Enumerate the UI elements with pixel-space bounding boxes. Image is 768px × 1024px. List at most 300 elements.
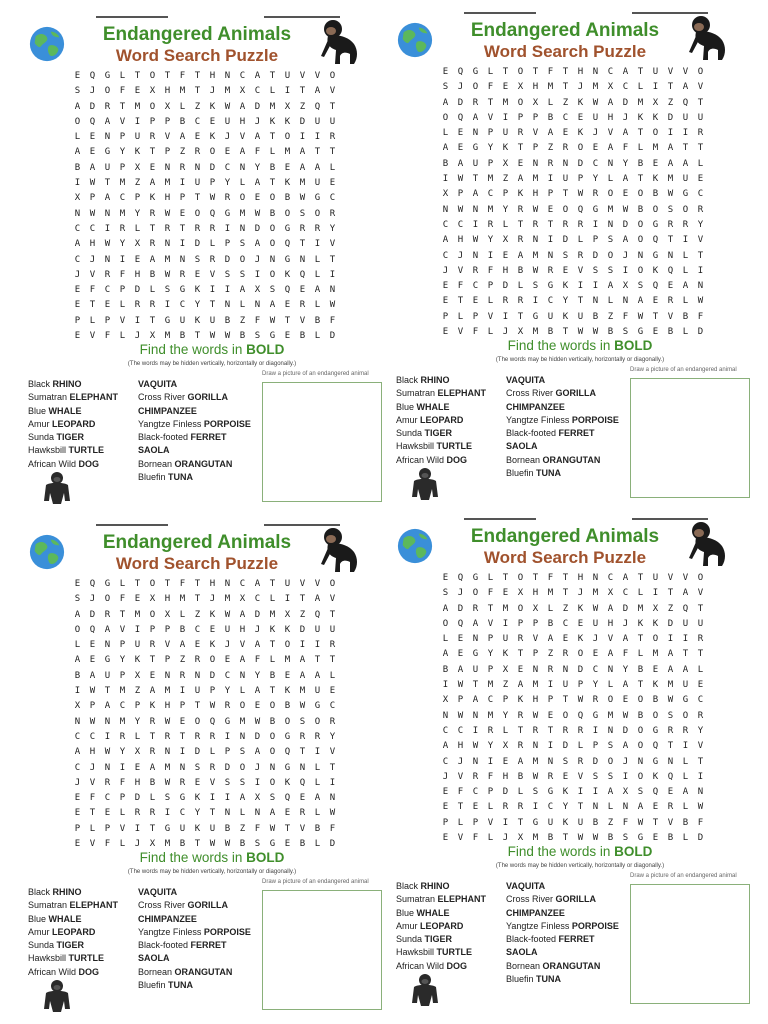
grid-letter[interactable]: I [254, 777, 261, 788]
grid-letter[interactable]: E [652, 158, 659, 169]
grid-letter[interactable]: R [577, 756, 584, 767]
grid-letter[interactable]: A [547, 128, 554, 139]
grid-letter[interactable]: W [269, 823, 276, 834]
grid-letter[interactable]: A [104, 701, 111, 712]
grid-letter[interactable]: E [442, 67, 449, 77]
grid-letter[interactable]: I [592, 787, 599, 798]
grid-letter[interactable]: R [179, 162, 186, 173]
grid-letter[interactable]: B [652, 189, 659, 200]
grid-letter[interactable]: O [637, 235, 644, 246]
grid-letter[interactable]: L [239, 178, 246, 189]
grid-letter[interactable]: D [622, 219, 629, 230]
grid-letter[interactable]: M [179, 86, 186, 97]
grid-letter[interactable]: L [577, 741, 584, 752]
grid-letter[interactable]: W [667, 189, 674, 200]
grid-letter[interactable]: V [89, 331, 96, 342]
grid-letter[interactable]: I [487, 756, 494, 767]
grid-letter[interactable]: R [472, 771, 479, 782]
grid-letter[interactable]: F [457, 281, 464, 292]
grid-letter[interactable]: A [622, 741, 629, 752]
grid-letter[interactable]: A [682, 281, 689, 292]
grid-letter[interactable]: M [532, 680, 539, 691]
grid-letter[interactable]: P [457, 695, 464, 706]
grid-letter[interactable]: Y [592, 680, 599, 691]
grid-letter[interactable]: G [224, 208, 231, 219]
grid-letter[interactable]: V [607, 634, 614, 645]
grid-letter[interactable]: T [487, 97, 494, 108]
grid-letter[interactable]: B [682, 311, 689, 322]
grid-letter[interactable]: G [547, 787, 554, 798]
grid-letter[interactable]: W [269, 315, 276, 326]
grid-letter[interactable]: I [179, 239, 186, 250]
grid-letter[interactable]: E [562, 265, 569, 276]
grid-letter[interactable]: D [299, 116, 306, 127]
grid-letter[interactable]: N [104, 716, 111, 727]
grid-letter[interactable]: T [149, 315, 156, 326]
grid-letter[interactable]: Y [194, 808, 201, 819]
grid-letter[interactable]: E [442, 573, 449, 583]
grid-letter[interactable]: Y [119, 147, 126, 158]
grid-letter[interactable]: H [134, 269, 141, 280]
grid-letter[interactable]: L [637, 588, 644, 599]
grid-letter[interactable]: Y [487, 235, 494, 246]
grid-letter[interactable]: I [697, 771, 704, 782]
grid-letter[interactable]: I [224, 731, 231, 742]
grid-letter[interactable]: N [104, 208, 111, 219]
grid-letter[interactable]: Q [652, 281, 659, 292]
grid-letter[interactable]: A [622, 634, 629, 645]
grid-letter[interactable]: T [89, 808, 96, 819]
grid-letter[interactable]: W [209, 839, 216, 850]
grid-letter[interactable]: V [314, 71, 321, 81]
grid-letter[interactable]: X [164, 101, 171, 112]
grid-letter[interactable]: M [164, 331, 171, 342]
grid-letter[interactable]: I [667, 634, 674, 645]
grid-letter[interactable]: I [502, 112, 509, 123]
grid-letter[interactable]: A [442, 97, 449, 108]
grid-letter[interactable]: V [697, 235, 704, 246]
grid-letter[interactable]: A [254, 71, 261, 81]
grid-letter[interactable]: P [472, 817, 479, 828]
grid-letter[interactable]: A [149, 686, 156, 697]
grid-letter[interactable]: F [104, 331, 111, 342]
grid-letter[interactable]: J [442, 265, 449, 276]
grid-letter[interactable]: E [442, 281, 449, 292]
grid-letter[interactable]: W [104, 747, 111, 758]
grid-letter[interactable]: P [119, 793, 126, 804]
grid-letter[interactable]: R [547, 771, 554, 782]
grid-letter[interactable]: W [637, 817, 644, 828]
grid-letter[interactable]: N [532, 664, 539, 675]
drawing-box[interactable] [630, 378, 750, 498]
grid-letter[interactable]: R [562, 649, 569, 660]
grid-letter[interactable]: Q [652, 235, 659, 246]
grid-letter[interactable]: M [667, 680, 674, 691]
grid-letter[interactable]: P [164, 655, 171, 666]
grid-letter[interactable]: R [517, 710, 524, 721]
grid-letter[interactable]: N [622, 802, 629, 813]
grid-letter[interactable]: U [472, 664, 479, 675]
grid-letter[interactable]: H [209, 579, 216, 589]
grid-letter[interactable]: H [532, 695, 539, 706]
grid-letter[interactable]: L [682, 296, 689, 307]
grid-letter[interactable]: Q [667, 265, 674, 276]
grid-letter[interactable]: D [89, 101, 96, 112]
grid-letter[interactable]: E [652, 833, 659, 844]
grid-letter[interactable]: V [457, 771, 464, 782]
grid-letter[interactable]: R [194, 147, 201, 158]
grid-letter[interactable]: T [652, 311, 659, 322]
grid-letter[interactable]: I [224, 223, 231, 234]
grid-letter[interactable]: U [547, 817, 554, 828]
grid-letter[interactable]: W [224, 839, 231, 850]
grid-letter[interactable]: K [517, 189, 524, 200]
grid-letter[interactable]: N [329, 285, 336, 296]
grid-letter[interactable]: I [134, 116, 141, 127]
grid-letter[interactable]: V [457, 833, 464, 844]
grid-letter[interactable]: A [254, 178, 261, 189]
grid-letter[interactable]: P [472, 311, 479, 322]
grid-letter[interactable]: B [607, 833, 614, 844]
grid-letter[interactable]: T [487, 603, 494, 614]
grid-letter[interactable]: Q [682, 97, 689, 108]
grid-letter[interactable]: Z [607, 817, 614, 828]
grid-letter[interactable]: U [502, 634, 509, 645]
grid-letter[interactable]: Z [239, 823, 246, 834]
grid-letter[interactable]: I [622, 265, 629, 276]
grid-letter[interactable]: C [194, 624, 201, 635]
grid-letter[interactable]: D [224, 762, 231, 773]
grid-letter[interactable]: S [269, 285, 276, 296]
grid-letter[interactable]: A [472, 112, 479, 123]
grid-letter[interactable]: P [532, 143, 539, 154]
grid-letter[interactable]: J [502, 833, 509, 844]
grid-letter[interactable]: L [457, 311, 464, 322]
grid-letter[interactable]: A [239, 147, 246, 158]
grid-letter[interactable]: A [254, 747, 261, 758]
grid-letter[interactable]: U [224, 624, 231, 635]
grid-letter[interactable]: M [637, 97, 644, 108]
grid-letter[interactable]: L [547, 97, 554, 108]
grid-letter[interactable]: I [284, 594, 291, 605]
grid-letter[interactable]: V [164, 132, 171, 143]
grid-letter[interactable]: I [104, 223, 111, 234]
grid-letter[interactable]: X [532, 603, 539, 614]
grid-letter[interactable]: H [532, 189, 539, 200]
grid-letter[interactable]: P [74, 315, 81, 326]
grid-letter[interactable]: L [239, 808, 246, 819]
grid-letter[interactable]: A [607, 649, 614, 660]
grid-letter[interactable]: D [697, 833, 704, 844]
grid-letter[interactable]: F [487, 265, 494, 276]
grid-letter[interactable]: P [119, 285, 126, 296]
grid-letter[interactable]: X [149, 839, 156, 850]
grid-letter[interactable]: A [472, 189, 479, 200]
grid-letter[interactable]: E [104, 808, 111, 819]
grid-letter[interactable]: U [682, 618, 689, 629]
grid-letter[interactable]: M [667, 174, 674, 185]
grid-letter[interactable]: F [622, 817, 629, 828]
grid-letter[interactable]: X [502, 664, 509, 675]
grid-letter[interactable]: J [74, 777, 81, 788]
grid-letter[interactable]: E [517, 664, 524, 675]
grid-letter[interactable]: H [532, 82, 539, 93]
grid-letter[interactable]: E [329, 686, 336, 697]
grid-letter[interactable]: T [329, 101, 336, 112]
grid-letter[interactable]: O [284, 640, 291, 651]
grid-letter[interactable]: R [299, 300, 306, 311]
grid-letter[interactable]: S [239, 269, 246, 280]
grid-letter[interactable]: L [637, 82, 644, 93]
grid-letter[interactable]: R [562, 143, 569, 154]
grid-letter[interactable]: H [164, 701, 171, 712]
grid-letter[interactable]: A [314, 793, 321, 804]
grid-letter[interactable]: B [682, 817, 689, 828]
grid-letter[interactable]: Y [254, 670, 261, 681]
grid-letter[interactable]: T [682, 649, 689, 660]
grid-letter[interactable]: P [547, 695, 554, 706]
grid-letter[interactable]: M [652, 143, 659, 154]
grid-letter[interactable]: C [239, 579, 246, 589]
grid-letter[interactable]: L [74, 640, 81, 651]
grid-letter[interactable]: W [89, 208, 96, 219]
grid-letter[interactable]: T [194, 594, 201, 605]
grid-letter[interactable]: I [442, 174, 449, 185]
grid-letter[interactable]: J [457, 588, 464, 599]
grid-letter[interactable]: I [134, 315, 141, 326]
grid-letter[interactable]: L [119, 579, 126, 589]
grid-letter[interactable]: W [637, 311, 644, 322]
grid-letter[interactable]: T [284, 315, 291, 326]
grid-letter[interactable]: N [472, 128, 479, 139]
grid-letter[interactable]: I [179, 178, 186, 189]
grid-letter[interactable]: C [74, 762, 81, 773]
grid-letter[interactable]: G [532, 311, 539, 322]
grid-letter[interactable]: I [74, 686, 81, 697]
grid-letter[interactable]: A [149, 254, 156, 265]
grid-letter[interactable]: A [314, 162, 321, 173]
grid-letter[interactable]: M [179, 594, 186, 605]
grid-letter[interactable]: Y [119, 655, 126, 666]
grid-letter[interactable]: Y [562, 296, 569, 307]
grid-letter[interactable]: F [254, 655, 261, 666]
grid-letter[interactable]: C [74, 731, 81, 742]
grid-letter[interactable]: O [149, 579, 156, 589]
grid-letter[interactable]: H [89, 239, 96, 250]
grid-letter[interactable]: L [637, 649, 644, 660]
grid-letter[interactable]: E [622, 695, 629, 706]
grid-letter[interactable]: Y [622, 664, 629, 675]
grid-letter[interactable]: H [89, 747, 96, 758]
grid-letter[interactable]: K [269, 116, 276, 127]
grid-letter[interactable]: D [667, 112, 674, 123]
grid-letter[interactable]: R [532, 219, 539, 230]
grid-letter[interactable]: T [284, 823, 291, 834]
grid-letter[interactable]: W [224, 609, 231, 620]
grid-letter[interactable]: N [607, 664, 614, 675]
grid-letter[interactable]: A [74, 101, 81, 112]
grid-letter[interactable]: T [179, 223, 186, 234]
grid-letter[interactable]: S [532, 787, 539, 798]
grid-letter[interactable]: R [667, 802, 674, 813]
grid-letter[interactable]: M [487, 680, 494, 691]
grid-letter[interactable]: J [224, 132, 231, 143]
grid-letter[interactable]: G [104, 579, 111, 589]
grid-letter[interactable]: I [119, 762, 126, 773]
grid-letter[interactable]: K [209, 609, 216, 620]
grid-letter[interactable]: D [254, 101, 261, 112]
grid-letter[interactable]: O [517, 67, 524, 77]
grid-letter[interactable]: A [74, 147, 81, 158]
grid-letter[interactable]: Q [209, 208, 216, 219]
grid-letter[interactable]: T [562, 573, 569, 583]
grid-letter[interactable]: B [299, 839, 306, 850]
grid-letter[interactable]: A [637, 802, 644, 813]
grid-letter[interactable]: T [472, 680, 479, 691]
grid-letter[interactable]: V [299, 579, 306, 589]
grid-letter[interactable]: V [314, 579, 321, 589]
grid-letter[interactable]: N [104, 132, 111, 143]
grid-letter[interactable]: L [607, 174, 614, 185]
grid-letter[interactable]: B [637, 158, 644, 169]
grid-letter[interactable]: R [194, 731, 201, 742]
grid-letter[interactable]: A [472, 618, 479, 629]
grid-letter[interactable]: X [502, 235, 509, 246]
grid-letter[interactable]: R [667, 219, 674, 230]
grid-letter[interactable]: L [577, 235, 584, 246]
grid-letter[interactable]: Z [562, 603, 569, 614]
grid-letter[interactable]: X [74, 701, 81, 712]
grid-letter[interactable]: S [562, 756, 569, 767]
grid-letter[interactable]: X [652, 97, 659, 108]
grid-letter[interactable]: G [592, 710, 599, 721]
grid-letter[interactable]: H [457, 741, 464, 752]
grid-letter[interactable]: O [269, 223, 276, 234]
grid-letter[interactable]: H [239, 116, 246, 127]
grid-letter[interactable]: J [442, 771, 449, 782]
grid-letter[interactable]: K [562, 817, 569, 828]
grid-letter[interactable]: L [314, 300, 321, 311]
grid-letter[interactable]: T [299, 747, 306, 758]
grid-letter[interactable]: R [119, 731, 126, 742]
grid-letter[interactable]: D [254, 731, 261, 742]
grid-letter[interactable]: C [74, 223, 81, 234]
grid-letter[interactable]: L [209, 747, 216, 758]
grid-letter[interactable]: J [254, 762, 261, 773]
grid-letter[interactable]: M [239, 208, 246, 219]
grid-letter[interactable]: Y [487, 741, 494, 752]
grid-letter[interactable]: A [472, 695, 479, 706]
grid-letter[interactable]: D [299, 624, 306, 635]
grid-letter[interactable]: J [209, 594, 216, 605]
grid-letter[interactable]: G [284, 254, 291, 265]
grid-letter[interactable]: D [224, 254, 231, 265]
grid-letter[interactable]: F [472, 327, 479, 338]
grid-letter[interactable]: R [487, 219, 494, 230]
grid-letter[interactable]: R [592, 695, 599, 706]
grid-letter[interactable]: L [269, 594, 276, 605]
grid-letter[interactable]: P [487, 787, 494, 798]
grid-letter[interactable]: G [104, 147, 111, 158]
grid-letter[interactable]: Q [577, 710, 584, 721]
grid-letter[interactable]: G [314, 193, 321, 204]
grid-letter[interactable]: R [149, 300, 156, 311]
grid-letter[interactable]: F [547, 67, 554, 77]
grid-letter[interactable]: O [517, 603, 524, 614]
grid-letter[interactable]: A [74, 609, 81, 620]
grid-letter[interactable]: X [517, 327, 524, 338]
grid-letter[interactable]: G [314, 701, 321, 712]
grid-letter[interactable]: K [149, 193, 156, 204]
grid-letter[interactable]: A [442, 649, 449, 660]
grid-letter[interactable]: C [622, 82, 629, 93]
grid-letter[interactable]: W [622, 204, 629, 215]
grid-letter[interactable]: U [592, 618, 599, 629]
grid-letter[interactable]: T [149, 655, 156, 666]
grid-letter[interactable]: M [592, 588, 599, 599]
grid-letter[interactable]: S [622, 327, 629, 338]
grid-letter[interactable]: K [562, 787, 569, 798]
grid-letter[interactable]: L [74, 132, 81, 143]
grid-letter[interactable]: U [502, 128, 509, 139]
grid-letter[interactable]: N [697, 281, 704, 292]
grid-letter[interactable]: G [472, 67, 479, 77]
grid-letter[interactable]: P [104, 315, 111, 326]
grid-letter[interactable]: G [652, 756, 659, 767]
grid-letter[interactable]: E [442, 296, 449, 307]
grid-letter[interactable]: W [622, 710, 629, 721]
grid-letter[interactable]: S [224, 269, 231, 280]
grid-letter[interactable]: K [194, 315, 201, 326]
grid-letter[interactable]: V [299, 823, 306, 834]
grid-letter[interactable]: M [164, 254, 171, 265]
grid-letter[interactable]: A [239, 285, 246, 296]
grid-letter[interactable]: V [697, 588, 704, 599]
grid-letter[interactable]: L [269, 147, 276, 158]
grid-letter[interactable]: L [89, 823, 96, 834]
grid-letter[interactable]: T [104, 178, 111, 189]
grid-letter[interactable]: L [682, 771, 689, 782]
grid-letter[interactable]: A [517, 756, 524, 767]
grid-letter[interactable]: T [329, 254, 336, 265]
grid-letter[interactable]: R [562, 725, 569, 736]
grid-letter[interactable]: E [149, 670, 156, 681]
grid-letter[interactable]: E [254, 701, 261, 712]
grid-letter[interactable]: N [442, 710, 449, 721]
grid-letter[interactable]: W [457, 204, 464, 215]
grid-letter[interactable]: P [502, 695, 509, 706]
grid-letter[interactable]: O [329, 71, 336, 81]
grid-letter[interactable]: P [209, 178, 216, 189]
grid-letter[interactable]: B [442, 664, 449, 675]
grid-letter[interactable]: E [209, 624, 216, 635]
grid-letter[interactable]: Q [284, 793, 291, 804]
grid-letter[interactable]: E [179, 716, 186, 727]
grid-letter[interactable]: W [577, 327, 584, 338]
grid-letter[interactable]: A [149, 178, 156, 189]
grid-letter[interactable]: S [607, 771, 614, 782]
grid-letter[interactable]: B [637, 664, 644, 675]
grid-letter[interactable]: G [472, 573, 479, 583]
grid-letter[interactable]: M [487, 710, 494, 721]
grid-letter[interactable]: C [457, 725, 464, 736]
grid-letter[interactable]: X [239, 86, 246, 97]
grid-letter[interactable]: I [502, 817, 509, 828]
grid-letter[interactable]: K [652, 618, 659, 629]
grid-letter[interactable]: R [517, 741, 524, 752]
grid-letter[interactable]: M [164, 839, 171, 850]
grid-letter[interactable]: M [164, 762, 171, 773]
